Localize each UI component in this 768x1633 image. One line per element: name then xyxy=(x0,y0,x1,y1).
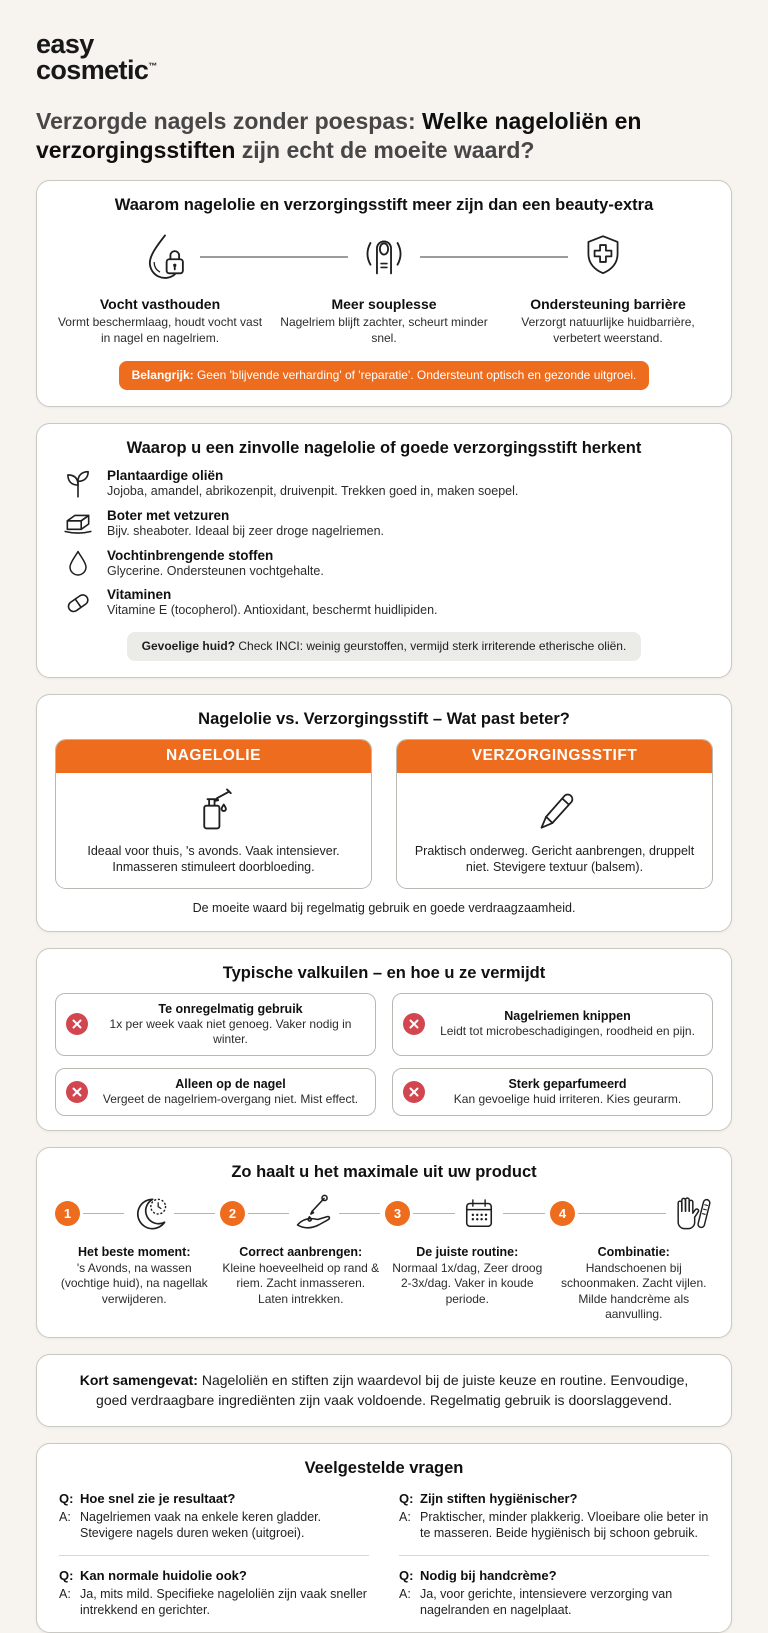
calendar-icon xyxy=(458,1193,500,1235)
benefit-column xyxy=(503,293,713,346)
benefit-title: Vocht vasthouden xyxy=(99,296,221,313)
trademark-symbol: ™ xyxy=(148,60,158,71)
pitfall-desc: 1x per week vaak niet genoeg. Vaker nodig in winter. xyxy=(109,1016,352,1046)
benefit-title: Meer souplesse xyxy=(331,296,437,313)
step-text xyxy=(222,1245,381,1323)
pitfall-box xyxy=(55,993,376,1056)
x-circle-icon xyxy=(403,1013,425,1035)
step-track xyxy=(55,1192,218,1236)
compare-card xyxy=(36,694,732,932)
page xyxy=(0,0,768,164)
step-number-badge: 4 xyxy=(550,1201,575,1226)
faq-answer: Ja, mits mild. Specifieke nageloliën zijn vaak sneller intrekkend en gerichter. xyxy=(80,1586,367,1617)
fingernail-icon xyxy=(358,230,410,282)
step-text xyxy=(388,1245,547,1323)
connector-line xyxy=(200,256,348,258)
benefit-desc: Verzorgt natuurlijke huidbarrière, verbetert weerstand. xyxy=(521,315,695,345)
connector-line xyxy=(420,256,568,258)
x-circle-icon xyxy=(66,1013,88,1035)
verzorgingsstift-column xyxy=(396,739,713,889)
faq-card xyxy=(36,1443,732,1633)
ingredient-title: Boter met vetzuren xyxy=(107,507,230,523)
ingredient-desc: Glycerine. Ondersteunen vochtgehalte. xyxy=(107,563,324,578)
logo-line2: cosmetic™ xyxy=(36,54,158,85)
ingredient-title: Plantaardige oliën xyxy=(107,467,224,483)
steps-card-title: Zo haalt u het maximale uit uw product xyxy=(231,1162,537,1181)
compare-footer: De moeite waard bij regelmatig gebruik en goede verdraagzaamheid. xyxy=(192,900,576,915)
faq-item: Q: Zijn stiften hygiënischer? A: Praktischer, minder plakkerig. Vloeibare olie beter in te masseren. Beide hygiënisch bij schoon gebruik. xyxy=(399,1491,709,1541)
faq-question: Kan normale huidolie ook? xyxy=(80,1567,247,1583)
hand-dropper-icon xyxy=(292,1192,336,1236)
droplet-icon xyxy=(63,548,93,578)
butter-icon xyxy=(62,508,94,540)
pitfall-title: Nagelriemen knippen xyxy=(504,1009,631,1024)
nagelolie-header: NAGELOLIE xyxy=(56,740,371,773)
faq-question: Hoe snel zie je resultaat? xyxy=(80,1491,236,1507)
ingredient-title: Vochtinbrengende stoffen xyxy=(107,547,274,563)
step-track xyxy=(385,1192,548,1236)
verzorgingsstift-desc: Praktisch onderweg. Gericht aanbrengen, druppelt niet. Stevigere textuur (balsem). xyxy=(414,844,695,875)
moon-icon xyxy=(127,1192,171,1236)
ingredient-item xyxy=(55,587,713,619)
important-banner: Belangrijk: Geen 'blijvende verharding' of 'reparatie'. Ondersteunt optisch en gezonde uitgroei. xyxy=(119,361,650,390)
faq-answer: Ja, voor gerichte, intensievere verzorging van nagelranden en nagelplaat. xyxy=(420,1586,673,1617)
page-title: Verzorgde nagels zonder poespas: Welke nageloliën en verzorgingsstiften zijn echt de moeite waard? xyxy=(36,108,642,163)
sprout-icon xyxy=(62,468,94,500)
ingredient-desc: Bijv. sheaboter. Ideaal bij zeer droge nagelriemen. xyxy=(107,523,385,538)
step-title: Correct aanbrengen: xyxy=(239,1244,363,1259)
step-desc: Normaal 1x/dag, Zeer droog 2-3x/dag. Vaker in koude periode. xyxy=(392,1260,543,1306)
care-pen-icon xyxy=(530,785,580,835)
pitfalls-card xyxy=(36,948,732,1131)
verzorgingsstift-header: VERZORGINGSSTIFT xyxy=(397,740,712,773)
benefit-title: Ondersteuning barrière xyxy=(530,296,686,313)
faq-item: Q: Kan normale huidolie ook? A: Ja, mits mild. Specifieke nageloliën zijn vaak sneller intrekkend en gerichter. xyxy=(59,1555,369,1619)
pitfall-title: Alleen op de nagel xyxy=(175,1076,286,1091)
step-track xyxy=(550,1192,713,1236)
benefit-column xyxy=(279,293,489,346)
oil-bottle-dropper-icon xyxy=(188,784,240,836)
shield-plus-icon xyxy=(578,231,628,281)
step-title: De juiste routine: xyxy=(416,1244,519,1259)
pitfall-box xyxy=(392,1068,713,1116)
compare-card-title: Nagelolie vs. Verzorgingsstift – Wat past beter? xyxy=(198,710,570,729)
step-number-badge: 3 xyxy=(385,1201,410,1226)
drop-lock-icon xyxy=(139,230,191,282)
step-text xyxy=(55,1245,214,1323)
ingredient-title: Vitaminen xyxy=(107,587,172,603)
summary-card xyxy=(36,1354,732,1427)
step-desc: Handschoenen bij schoonmaken. Zacht vijlen. Milde handcrème als aanvulling. xyxy=(561,1260,707,1322)
glove-file-icon xyxy=(669,1192,713,1236)
intro-card-title: Waarom nagelolie en verzorgingsstift meer zijn dan een beauty-extra xyxy=(114,196,654,215)
pitfall-desc: Leidt tot microbeschadigingen, roodheid en pijn. xyxy=(440,1024,695,1039)
pitfall-desc: Kan gevoelige huid irriteren. Kies geurarm. xyxy=(453,1091,682,1106)
ingredient-item xyxy=(55,468,713,500)
pitfall-title: Te onregelmatig gebruik xyxy=(158,1001,303,1016)
faq-question: Zijn stiften hygiënischer? xyxy=(420,1491,578,1507)
summary-text: Kort samengevat: Nageloliën en stiften zijn waardevol bij de juiste keuze en routine. Eenvoudige, goed verdraagbare ingrediënten zijn vaak voldoende. Regelmatig gebruik is doorslaggevend. xyxy=(79,1372,689,1408)
step-title: Het beste moment: xyxy=(77,1244,191,1259)
pitfall-box xyxy=(392,993,713,1056)
ingredient-item xyxy=(55,548,713,580)
benefit-column xyxy=(55,293,265,346)
pitfalls-card-title: Typische valkuilen – en hoe u ze vermijdt xyxy=(222,963,546,982)
pitfall-box xyxy=(55,1068,376,1116)
benefit-desc: Vormt beschermlaag, houdt vocht vast in nagel en nagelriem. xyxy=(57,315,263,345)
brand-logo xyxy=(36,29,732,85)
faq-answer: Nagelriemen vaak na enkele keren gladder. Stevigere nagels duren weken (uitgroei). xyxy=(80,1510,322,1541)
x-circle-icon xyxy=(403,1081,425,1103)
ingredient-item xyxy=(55,508,713,540)
benefit-icons-row xyxy=(55,225,713,287)
step-track xyxy=(220,1192,383,1236)
faq-item: Q: Nodig bij handcrème? A: Ja, voor gerichte, intensievere verzorging van nagelranden en nagelplaat. xyxy=(399,1555,709,1619)
step-number-badge: 2 xyxy=(220,1201,245,1226)
intro-benefits-card xyxy=(36,180,732,406)
step-number-badge: 1 xyxy=(55,1201,80,1226)
steps-card xyxy=(36,1147,732,1338)
benefit-desc: Nagelriem blijft zachter, scheurt minder snel. xyxy=(280,315,488,345)
ingredients-card-title: Waarop u een zinvolle nagelolie of goede verzorgingsstift herkent xyxy=(126,438,642,457)
faq-card-title: Veelgestelde vragen xyxy=(304,1459,464,1478)
step-text xyxy=(555,1245,714,1323)
pitfall-desc: Vergeet de nagelriem-overgang niet. Mist effect. xyxy=(102,1091,359,1106)
step-desc: 's Avonds, na wassen (vochtige huid), na nagellak verwijderen. xyxy=(60,1260,208,1306)
step-desc: Kleine hoeveelheid op rand & riem. Zacht inmasseren. Laten intrekken. xyxy=(222,1260,380,1306)
ingredient-desc: Jojoba, amandel, abrikozenpit, druivenpit. Trekken goed in, maken soepel. xyxy=(107,483,519,498)
logo-line1: easy xyxy=(36,29,94,59)
step-title: Combinatie: xyxy=(597,1244,670,1259)
pitfall-title: Sterk geparfumeerd xyxy=(508,1076,627,1091)
capsule-icon xyxy=(62,587,94,619)
ingredients-card xyxy=(36,423,732,679)
faq-question: Nodig bij handcrème? xyxy=(420,1567,557,1583)
sensitive-skin-note: Gevoelige huid? Check INCI: weinig geurstoffen, vermijd sterk irriterende etherische oliën. xyxy=(127,632,642,661)
nagelolie-desc: Ideaal voor thuis, 's avonds. Vaak intensiever. Inmasseren stimuleert doorbloeding. xyxy=(87,844,340,875)
benefit-columns xyxy=(55,293,713,346)
x-circle-icon xyxy=(66,1081,88,1103)
faq-item: Q: Hoe snel zie je resultaat? A: Nagelriemen vaak na enkele keren gladder. Stevigere nagels duren weken (uitgroei). xyxy=(59,1491,369,1542)
nagelolie-column xyxy=(55,739,372,889)
faq-answer: Praktischer, minder plakkerig. Vloeibare olie beter in te masseren. Beide hygiënisch bij schoon gebruik. xyxy=(420,1510,709,1541)
ingredient-desc: Vitamine E (tocopherol). Antioxidant, beschermt huidlipiden. xyxy=(107,603,438,618)
